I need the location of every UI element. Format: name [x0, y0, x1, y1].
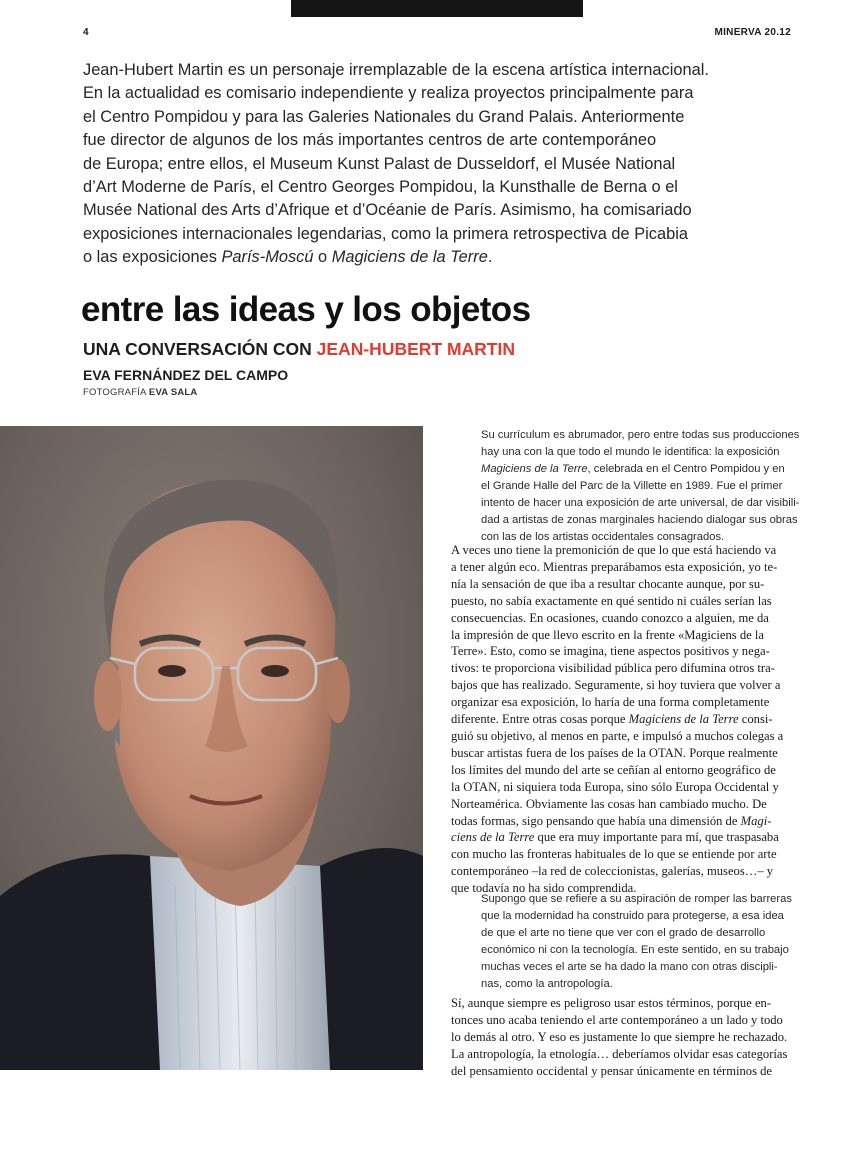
question-line [481, 461, 799, 478]
answer-line: que todavía no ha sido comprendida. [451, 881, 637, 896]
answer-line: la OTAN, ni siquiera toda Europa, sino sólo Europa Occidental y [451, 779, 779, 794]
question-line: económico ni con la tecnología. En este sentido, en su trabajo [481, 944, 789, 956]
question-line: el Grande Halle del Parc de la Villette en 1989. Fue el primer [481, 480, 783, 492]
portrait-photo [0, 426, 423, 1070]
answer-line: lo demás al otro. Y eso es justamente lo que siempre he rechazado. [451, 1029, 788, 1044]
intro-line: fue director de algunos de los más importantes centros de arte contemporáneo [83, 131, 657, 150]
intro-line: el Centro Pompidou y para las Galeries Nationales du Grand Palais. Anteriormente [83, 107, 685, 126]
article-subhead [83, 339, 515, 360]
intro-text: o [313, 248, 332, 267]
answer-text: consi- [738, 712, 773, 727]
question-2 [481, 891, 792, 993]
answer-italic-title: Magi- [740, 813, 772, 828]
photo-credit-name: EVA SALA [148, 387, 198, 398]
answer-line: bajos que has realizado. Seguramente, si hoy tuviera que volver a [451, 678, 781, 693]
answer-line: consecuencias. En ocasiones, cuando conozco a alguien, me da [451, 610, 769, 625]
intro-italic-title: Magiciens de la Terre [331, 248, 488, 267]
answer-line: A veces uno tiene la premonición de que lo que está haciendo va [451, 543, 777, 557]
answer-line: La antropología, la etnología… deberíamos olvidar esas categorías [451, 1046, 788, 1061]
photo-credit-label: FOTOGRAFÍA [83, 387, 149, 398]
question-1 [481, 427, 799, 546]
answer-line: a tener algún eco. Mientras preparábamos esta exposición, yo te- [451, 559, 778, 574]
question-line: nas, como la antropología. [481, 978, 613, 990]
question-italic-title: Magiciens de la Terre [481, 463, 588, 475]
answer-line [451, 813, 795, 830]
top-black-bar [291, 0, 583, 17]
intro-line: Jean-Hubert Martin es un personaje irremplazable de la escena artística internacional. [83, 61, 709, 79]
intro-line: de Europa; entre ellos, el Museum Kunst Palast de Dusseldorf, el Musée National [83, 154, 676, 173]
answer-text: todas formas, sigo pensando que había una dimensión de [451, 813, 741, 828]
answer-line: nía la sensación de que iba a resultar chocante aunque, por su- [451, 576, 765, 591]
running-head: MINERVA 20.12 [714, 27, 791, 38]
intro-text: o las exposiciones [83, 248, 222, 267]
intro-line: Musée National des Arts d’Afrique et d’Océanie de París. Asimismo, ha comisariado [83, 201, 692, 220]
question-text: , celebrada en el Centro Pompidou y en [587, 463, 785, 475]
portrait-illustration [0, 426, 423, 1070]
question-line: Supongo que se refiere a su aspiración de romper las barreras [481, 893, 792, 905]
answer-line: Norteamérica. Obviamente las cosas han cambiado mucho. De [451, 796, 767, 811]
answer-line: tonces uno acaba teniendo el arte contemporáneo a un lado y todo [451, 1012, 783, 1027]
answer-line: Sí, aunque siempre es peligroso usar estos términos, porque en- [451, 996, 772, 1010]
answer-line: buscar artistas fuera de los países de la OTAN. Porque realmente [451, 745, 778, 760]
answer-line: contemporáneo –la red de coleccionistas, galerías, museos…– y [451, 864, 774, 879]
answer-line: organizar esa exposición, lo haría de una forma completamente [451, 695, 770, 710]
question-line: de que el arte no tiene que ver con el grado de desarrollo [481, 927, 766, 939]
answer-line: Terre». Esto, como se imagina, tiene aspectos positivos y nega- [451, 644, 770, 659]
answer-line [451, 711, 795, 728]
answer-italic-title: ciens de la Terre [451, 830, 535, 845]
answer-line [451, 829, 795, 846]
subhead-name: JEAN-HUBERT MARTIN [316, 339, 515, 359]
answer-2 [451, 995, 795, 1080]
intro-line: exposiciones internacionales legendarias, como la primera retrospectiva de Picabia [83, 224, 688, 243]
answer-line: la impresión de que llevo escrito en la frente «Magiciens de la [451, 627, 764, 642]
answer-text: que era muy importante para mí, que traspasaba [534, 830, 779, 845]
answer-line: con mucho las fronteras habituales de lo que se entiende por arte [451, 847, 777, 862]
answer-italic-title: Magiciens de la Terre [628, 712, 739, 727]
answer-line: tivos: te proporciona visibilidad pública pero difumina otros tra- [451, 661, 775, 676]
question-line: con las de los artistas occidentales consagrados. [481, 531, 725, 543]
article-author: EVA FERNÁNDEZ DEL CAMPO [83, 367, 289, 383]
intro-line: En la actualidad es comisario independiente y realiza proyectos principalmente para [83, 84, 694, 103]
question-line: intento de hacer una exposición de arte universal, de dar visibili- [481, 497, 800, 509]
answer-text: diferente. Entre otras cosas porque [451, 712, 629, 727]
question-line: Su currículum es abrumador, pero entre todas sus producciones [481, 429, 800, 441]
intro-text: . [487, 248, 493, 267]
answer-line: puesto, no sabía exactamente en qué sentido ni cuáles serían las [451, 593, 772, 608]
article-headline: entre las ideas y los objetos [81, 290, 531, 329]
question-line: que la modernidad ha construido para protegerse, a esa idea [481, 910, 784, 922]
intro-italic-title: París-Moscú [221, 248, 314, 267]
subhead-prefix: UNA CONVERSACIÓN CON [83, 339, 317, 359]
intro-paragraph [83, 59, 795, 270]
photo-credit [83, 387, 197, 398]
question-line: muchas veces el arte se ha dado la mano con otras discipli- [481, 961, 778, 973]
answer-line: los límites del mundo del arte se ceñían al entorno geográfico de [451, 762, 776, 777]
question-line: hay una con la que todo el mundo le identifica: la exposición [481, 446, 780, 458]
intro-line-last [83, 246, 795, 269]
answer-line: guió su objetivo, al menos en parte, e impulsó a muchos colegas a [451, 728, 784, 743]
answer-1 [451, 542, 795, 897]
question-line: dad a artistas de zonas marginales haciendo dialogar sus obras [481, 514, 798, 526]
answer-line: del pensamiento occidental y pensar únicamente en términos de [451, 1063, 773, 1078]
page-number: 4 [83, 27, 89, 38]
intro-line: d’Art Moderne de París, el Centro Georges Pompidou, la Kunsthalle de Berna o el [83, 178, 678, 197]
